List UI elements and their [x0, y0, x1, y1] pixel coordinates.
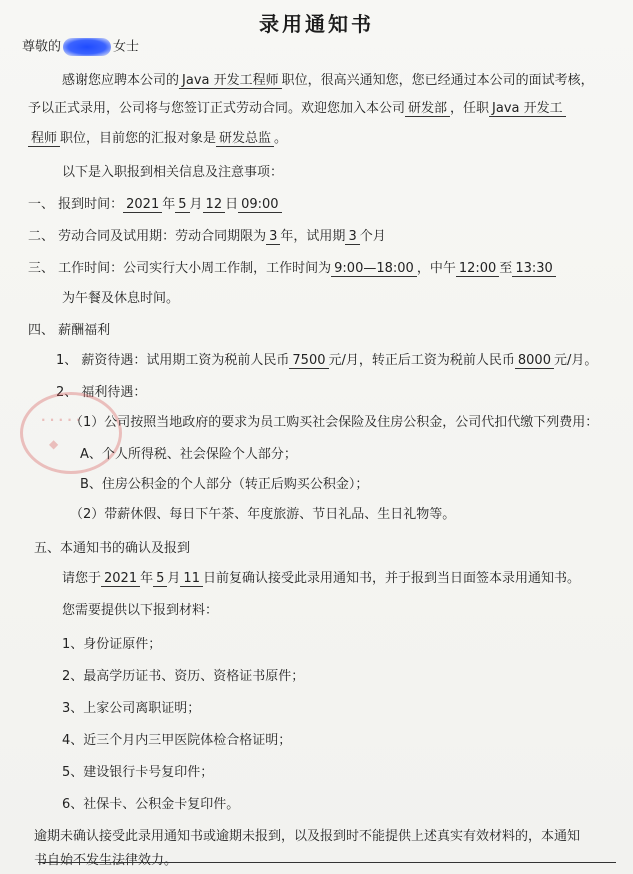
welfare-item-1b: B、住房公积金的个人部分（转正后购买公积金）；	[80, 477, 369, 492]
confirm-year-unit: 年	[140, 571, 154, 586]
salary-text-a: 1、 薪资待遇：试用期工资为税前人民币	[56, 353, 290, 368]
report-month: 5	[175, 197, 189, 213]
greeting-suffix: 女士	[113, 39, 140, 55]
p2-text-a: 予以正式录用，公司将与您签订正式劳动合同。欢迎您加入本公司	[28, 101, 406, 116]
s1-day-unit: 日	[225, 197, 239, 212]
confirm-month-unit: 月	[167, 571, 181, 586]
section-1-report-time	[28, 196, 282, 214]
s2-label: 二、 劳动合同及试用期：劳动合同期限为	[28, 229, 267, 244]
material-item: 6、社保卡、公积金卡复印件。	[62, 797, 240, 812]
confirm-year: 2021	[101, 571, 140, 587]
salary-text-c: 元/月。	[553, 353, 598, 368]
greeting-prefix: 尊敬的	[22, 39, 62, 55]
confirm-month: 5	[153, 571, 167, 587]
salary-text-b: 元/月，转正后工资为税前人民币	[328, 353, 515, 368]
s1-year-unit: 年	[162, 197, 176, 212]
material-item: 1、身份证原件；	[62, 637, 162, 652]
lunch-end: 13:30	[512, 261, 555, 277]
report-year: 2021	[123, 197, 162, 213]
s2-mid: 年，试用期	[280, 229, 346, 244]
section-3-work-hours	[28, 260, 556, 278]
intro-line: 以下是入职报到相关信息及注意事项：	[62, 165, 284, 180]
contract-years: 3	[266, 229, 280, 245]
s3-label: 三、 工作时间：公司实行大小周工作制，工作时间为	[28, 261, 332, 276]
job-title-field: Java 开发工程师	[179, 73, 282, 89]
confirm-day: 11	[180, 571, 203, 587]
company-seal-stamp: · · · · · ◆	[20, 392, 122, 474]
section-5-label: 五、本通知书的确认及报到	[34, 541, 191, 556]
s1-month-unit: 月	[189, 197, 203, 212]
s2-end: 个月	[359, 229, 386, 244]
report-day: 12	[203, 197, 226, 213]
p1-text-a: 感谢您应聘本公司的	[62, 73, 180, 88]
greeting-line	[22, 38, 139, 57]
bottom-rule	[38, 862, 616, 863]
materials-intro: 您需要提供以下报到材料：	[62, 603, 219, 618]
confirm-text-b: 日前复确认接受此录用通知书，并于报到当日面签本录用通知书。	[202, 571, 580, 586]
section-3-line-2: 为午餐及休息时间。	[62, 291, 180, 306]
confirm-text-a: 请您于	[62, 571, 102, 586]
work-hours: 9:00—18:00	[331, 261, 417, 277]
material-item: 5、建设银行卡号复印件；	[62, 765, 214, 780]
section-4-label: 四、 薪酬福利	[28, 323, 111, 338]
welfare-label: 2、 福利待遇：	[56, 385, 147, 400]
department-field: 研发部	[405, 101, 450, 117]
p2-text-b: ，任职	[450, 101, 490, 116]
p3-text-b: 。	[274, 131, 288, 146]
section-2-contract	[28, 228, 386, 246]
p3-text-a: 职位，目前您的汇报对象是	[60, 131, 217, 146]
regular-salary: 8000	[515, 353, 554, 369]
confirm-line	[62, 570, 580, 588]
s3-mid: ，中午	[416, 261, 456, 276]
closing-line-2: 书自始不发生法律效力。	[34, 853, 178, 868]
probation-salary: 7500	[289, 353, 328, 369]
paragraph-1-line-2	[28, 100, 566, 118]
welfare-item-1a: A、个人所得税、社会保险个人部分；	[80, 447, 297, 462]
redacted-name	[63, 38, 111, 56]
paragraph-1-line-1	[62, 72, 594, 90]
paragraph-1-line-3	[28, 130, 287, 148]
lunch-start: 12:00	[456, 261, 499, 277]
s1-label: 一、 报到时间：	[28, 197, 124, 212]
p1-text-b: 职位，很高兴通知您，您已经通过本公司的面试考核，	[281, 73, 594, 88]
material-item: 4、近三个月内三甲医院体检合格证明；	[62, 733, 292, 748]
material-item: 3、上家公司离职证明；	[62, 701, 201, 716]
position-field-a: Java 开发工	[489, 101, 566, 117]
report-time: 09:00	[238, 197, 281, 213]
probation-months: 3	[345, 229, 359, 245]
report-to-field: 研发总监	[216, 131, 274, 147]
document-title: 录用通知书	[259, 12, 374, 36]
lunch-to: 至	[499, 261, 513, 276]
material-item: 2、最高学历证书、资历、资格证书原件；	[62, 669, 305, 684]
welfare-item-2: （2）带薪休假、每日下午茶、年度旅游、节日礼品、生日礼物等。	[70, 507, 456, 522]
position-field-b: 程师	[28, 131, 60, 147]
salary-line	[56, 352, 597, 370]
welfare-item-1: （1）公司按照当地政府的要求为员工购买社会保险及住房公积金，公司代扣代缴下列费用：	[70, 415, 599, 430]
closing-line-1: 逾期未确认接受此录用通知书或逾期未报到，以及报到时不能提供上述真实有效材料的，本通知	[34, 829, 581, 844]
